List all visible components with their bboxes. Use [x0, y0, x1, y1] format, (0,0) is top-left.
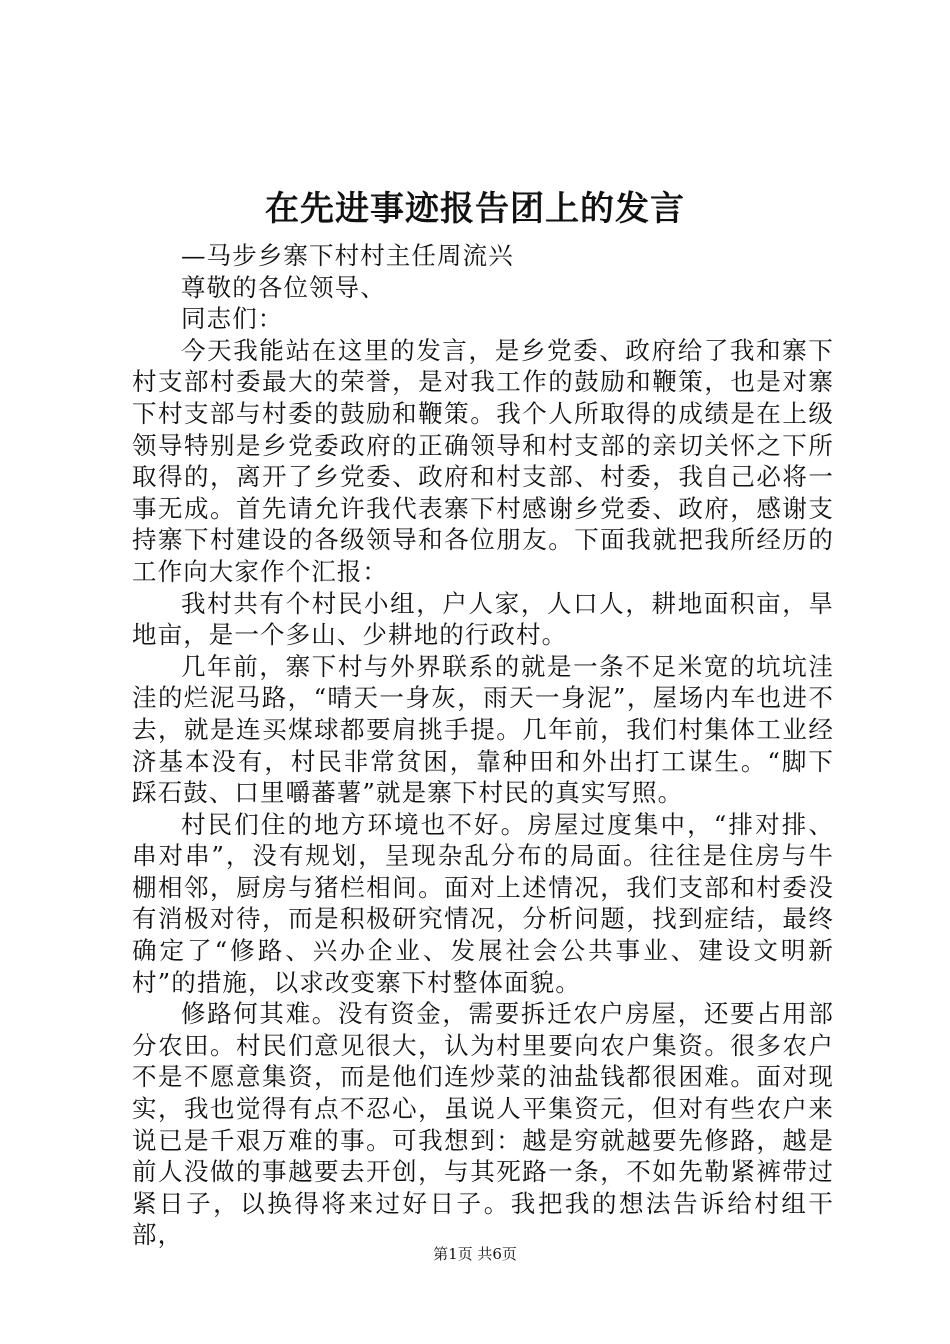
body-paragraph: 几年前，寨下村与外界联系的就是一条不足米宽的坑坑洼洼的烂泥马路，“晴天一身灰，雨天一身泥”，屋场内车也进不去，就是连买煤球都要肩挑手提。几年前，我们村集体工业经济基本没有，村民非常贫困，靠种田和外出打工谋生。“脚下踩石鼓、口里嚼蕃薯”就是寨下村民的真实写照。	[132, 651, 834, 808]
body-paragraph: 村民们住的地方环境也不好。房屋过度集中，“排对排、串对串”，没有规划，呈现杂乱分布的局面。往往是住房与牛棚相邻，厨房与猪栏相间。面对上述情况，我们支部和村委没有消极对待，而是积极研究情况，分析问题，找到症结，最终确定了“修路、兴办企业、发展社会公共事业、建设文明新村”的措施，以求改变寨下村整体面貌。	[132, 809, 834, 997]
author-line: —马步乡寨下村村主任周流兴	[181, 241, 514, 270]
body-paragraph: 今天我能站在这里的发言，是乡党委、政府给了我和寨下村支部村委最大的荣誉，是对我工作的鼓励和鞭策，也是对寨下村支部与村委的鼓励和鞭策。我个人所取得的成绩是在上级领导特别是乡党委政府的正确领导和村支部的亲切关怀之下所取得的，离开了乡党委、政府和村支部、村委，我自己必将一事无成。首先请允许我代表寨下村感谢乡党委、政府，感谢支持寨下村建设的各级领导和各位朋友。下面我就把我所经历的工作向大家作个汇报：	[132, 335, 834, 586]
document-body	[132, 240, 834, 1251]
body-paragraph: 我村共有个村民小组，户人家，人口人，耕地面积亩，旱地亩，是一个多山、少耕地的行政村。	[132, 588, 834, 650]
salutation-line: 尊敬的各位领导、	[181, 272, 386, 302]
salutation-line: 同志们：	[181, 304, 284, 334]
body-paragraph: 修路何其难。没有资金，需要拆迁农户房屋，还要占用部分农田。村民们意见很大，认为村里要向农户集资。很多农户不是不愿意集资，而是他们连炒菜的油盐钱都很困难。面对现实，我也觉得有点不忍心，虽说人平集资元，但对有些农户来说已是千艰万难的事。可我想到：越是穷就越要先修路，越是前人没做的事越要去开创，与其死路一条，不如先勒紧裤带过紧日子，以换得将来过好日子。我把我的想法告诉给村组干部，	[132, 999, 834, 1250]
document-title: 在先进事迹报告团上的发言	[265, 189, 685, 229]
page-footer: 第1页 共6页	[433, 1245, 517, 1263]
